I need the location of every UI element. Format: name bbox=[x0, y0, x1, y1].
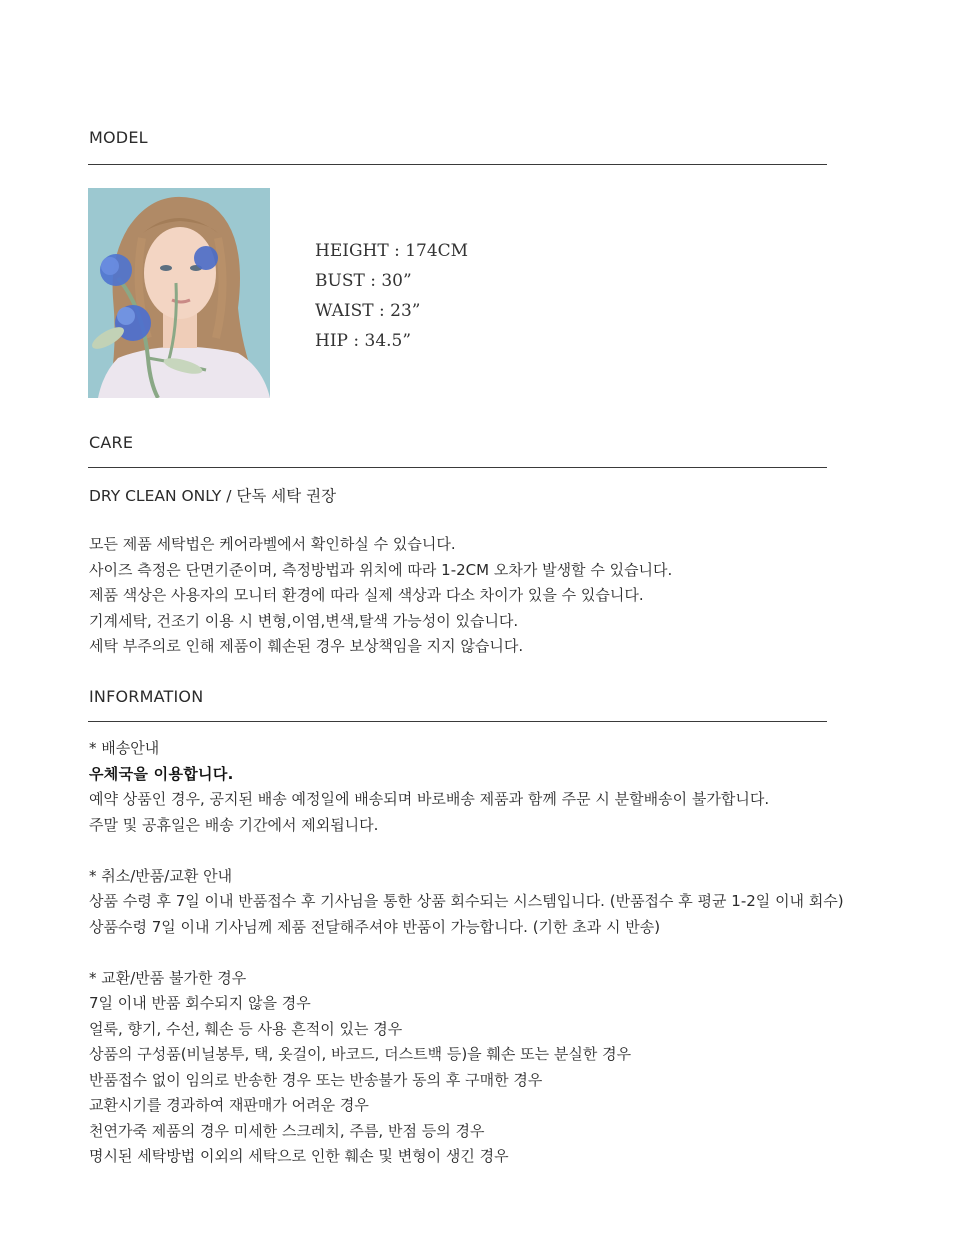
not-allowed-line: 7일 이내 반품 회수되지 않을 경우 bbox=[89, 994, 311, 1012]
information-divider bbox=[88, 721, 827, 722]
model-measurements bbox=[315, 236, 468, 356]
model-section-title: MODEL bbox=[89, 128, 148, 147]
model-photo-illustration bbox=[88, 188, 270, 398]
shipping-line: 주말 및 공휴일은 배송 기간에서 제외됩니다. bbox=[89, 815, 379, 834]
model-bust: BUST : 30” bbox=[315, 271, 412, 291]
shipping-line: 예약 상품인 경우, 공지된 배송 예정일에 배송되며 바로배송 제품과 함께 주문 시 분할배송이 불가합니다. bbox=[89, 790, 770, 808]
model-photo bbox=[88, 188, 270, 398]
care-line: 기계세탁, 건조기 이용 시 변형,이염,변색,탈색 가능성이 있습니다. bbox=[89, 611, 519, 630]
care-instructions bbox=[89, 532, 672, 660]
shipping-line: 우체국을 이용합니다. bbox=[89, 764, 234, 783]
care-line: 제품 색상은 사용자의 모니터 환경에 따라 실제 색상과 다소 차이가 있을 수 있습니다. bbox=[89, 586, 644, 604]
not-allowed-line: 얼룩, 향기, 수선, 훼손 등 사용 흔적이 있는 경우 bbox=[89, 1019, 403, 1038]
returns-line: 상품수령 7일 이내 기사님께 제품 전달해주셔야 반품이 가능합니다. (기한 초과 시 반송) bbox=[89, 917, 661, 936]
care-subtitle: DRY CLEAN ONLY / 단독 세탁 권장 bbox=[89, 487, 337, 505]
not-allowed-line: 반품접수 없이 임의로 반송한 경우 또는 반송불가 동의 후 구매한 경우 bbox=[89, 1070, 543, 1089]
care-line: 모든 제품 세탁법은 케어라벨에서 확인하실 수 있습니다. bbox=[89, 535, 456, 553]
information-content bbox=[89, 736, 844, 1170]
not-allowed-line: 교환시기를 경과하여 재판매가 어려운 경우 bbox=[89, 1096, 369, 1114]
not-allowed-line: 천연가죽 제품의 경우 미세한 스크레치, 주름, 반점 등의 경우 bbox=[89, 1121, 485, 1140]
not-allowed-line: 명시된 세탁방법 이외의 세탁으로 인한 훼손 및 변형이 생긴 경우 bbox=[89, 1147, 509, 1165]
not-allowed-line: 상품의 구성품(비닐봉투, 택, 옷걸이, 바코드, 더스트백 등)을 훼손 또는 분실한 경우 bbox=[89, 1045, 632, 1063]
care-line: 사이즈 측정은 단면기준이며, 측정방법과 위치에 따라 1-2CM 오차가 발생할 수 있습니다. bbox=[89, 560, 673, 579]
spacer bbox=[89, 838, 844, 864]
shipping-heading: * 배송안내 bbox=[89, 739, 160, 757]
model-divider bbox=[88, 164, 827, 165]
returns-heading: * 취소/반품/교환 안내 bbox=[89, 866, 233, 885]
model-height: HEIGHT : 174CM bbox=[315, 241, 469, 261]
not-allowed-heading: * 교환/반품 불가한 경우 bbox=[89, 968, 247, 987]
model-waist: WAIST : 23” bbox=[315, 301, 421, 321]
spacer bbox=[89, 940, 844, 966]
care-section-title: CARE bbox=[89, 433, 134, 452]
model-hip: HIP : 34.5” bbox=[315, 331, 412, 351]
care-divider bbox=[88, 467, 827, 468]
returns-line: 상품 수령 후 7일 이내 반품접수 후 기사님을 통한 상품 회수되는 시스템입니다. (반품접수 후 평균 1-2일 이내 회수) bbox=[89, 892, 844, 910]
care-line: 세탁 부주의로 인해 제품이 훼손된 경우 보상책임을 지지 않습니다. bbox=[89, 637, 524, 655]
information-section-title: INFORMATION bbox=[89, 687, 204, 706]
